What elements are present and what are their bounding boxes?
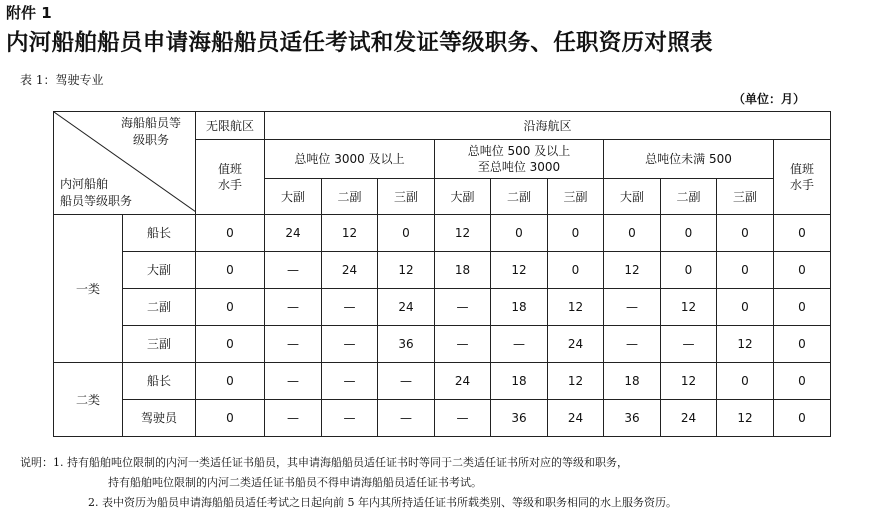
duty-seaman-line-1: 值班 [217, 162, 242, 176]
tonnage-header-3000: 总吨位 3000 及以上 [265, 140, 435, 179]
value-cell: 0 [196, 363, 265, 400]
value-cell: — [322, 400, 378, 437]
rank-header-chief-mate: 大副 [265, 179, 322, 215]
value-cell: 12 [491, 252, 548, 289]
value-cell: 24 [322, 252, 378, 289]
value-cell: 36 [378, 326, 435, 363]
value-cell: — [265, 252, 322, 289]
rank-header-second-mate: 二副 [661, 179, 717, 215]
rank-header-chief-mate: 大副 [435, 179, 491, 215]
duty-seaman-line-2: 水手 [217, 178, 242, 192]
rank-header-chief-mate: 大副 [604, 179, 661, 215]
value-cell: 0 [774, 252, 831, 289]
value-cell: — [265, 400, 322, 437]
value-cell: — [378, 400, 435, 437]
value-cell: — [604, 326, 661, 363]
value-cell: 0 [196, 289, 265, 326]
value-cell: 12 [548, 289, 604, 326]
value-cell: — [491, 326, 548, 363]
value-cell: 0 [717, 215, 774, 252]
value-cell: 24 [548, 400, 604, 437]
value-cell: 24 [661, 400, 717, 437]
value-cell: 36 [491, 400, 548, 437]
value-cell: — [435, 326, 491, 363]
rank-header-second-mate: 二副 [491, 179, 548, 215]
tonnage-header-under-500: 总吨位未满 500 [604, 140, 774, 179]
value-cell: 12 [661, 289, 717, 326]
tonnage-header-500-3000: 总吨位 500 及以上 至总吨位 3000 [435, 140, 604, 179]
value-cell: 24 [378, 289, 435, 326]
table-subtitle: 表 1：驾驶专业 [20, 73, 104, 87]
value-cell: 12 [378, 252, 435, 289]
value-cell: 12 [435, 215, 491, 252]
annex-label: 附件 1 [6, 4, 52, 22]
value-cell: 12 [548, 363, 604, 400]
value-cell: — [265, 363, 322, 400]
position-label: 驾驶员 [123, 400, 196, 437]
duty-seaman-line-1: 值班 [789, 162, 814, 176]
value-cell: 18 [435, 252, 491, 289]
value-cell: — [322, 289, 378, 326]
value-cell: 24 [265, 215, 322, 252]
table-row [54, 363, 831, 400]
value-cell: 36 [604, 400, 661, 437]
value-cell: 0 [548, 215, 604, 252]
corner-header [54, 112, 196, 215]
duty-seaman-header-unlimited [196, 140, 265, 215]
duty-seaman-header-coastal [774, 140, 831, 215]
value-cell: 18 [604, 363, 661, 400]
value-cell: — [265, 289, 322, 326]
value-cell: 0 [661, 215, 717, 252]
coastal-area-header: 沿海航区 [265, 112, 831, 140]
value-cell: — [322, 363, 378, 400]
value-cell: — [322, 326, 378, 363]
value-cell: 0 [491, 215, 548, 252]
value-cell: 0 [717, 289, 774, 326]
value-cell: 0 [717, 363, 774, 400]
value-cell: 0 [774, 400, 831, 437]
rank-header-second-mate: 二副 [322, 179, 378, 215]
value-cell: 0 [548, 252, 604, 289]
document-title: 内河船舶船员申请海船船员适任考试和发证等级职务、任职资历对照表 [6, 30, 713, 56]
equivalence-table [53, 111, 831, 437]
corner-top-line-2: 级职务 [132, 133, 169, 147]
table-row [54, 252, 831, 289]
value-cell: 12 [717, 400, 774, 437]
corner-bottom-label [60, 176, 132, 210]
position-label: 船长 [123, 363, 196, 400]
value-cell: 24 [435, 363, 491, 400]
note-line-2: 持有船舶吨位限制的内河二类适任证书船员不得申请海船船员适任证书考试。 [108, 476, 482, 489]
position-label: 船长 [123, 215, 196, 252]
position-label: 二副 [123, 289, 196, 326]
value-cell: 0 [774, 215, 831, 252]
unit-label: （单位：月） [733, 92, 806, 106]
position-label: 大副 [123, 252, 196, 289]
value-cell: 12 [322, 215, 378, 252]
value-cell: 18 [491, 363, 548, 400]
value-cell: 0 [196, 215, 265, 252]
corner-top-label [121, 115, 181, 149]
corner-top-line-1: 海船船员等 [120, 116, 181, 130]
value-cell: 0 [378, 215, 435, 252]
table-row [54, 400, 831, 437]
value-cell: 0 [196, 326, 265, 363]
table-row [54, 289, 831, 326]
value-cell: 24 [548, 326, 604, 363]
value-cell: 0 [717, 252, 774, 289]
value-cell: 0 [604, 215, 661, 252]
value-cell: 0 [774, 326, 831, 363]
value-cell: — [378, 363, 435, 400]
rank-header-third-mate: 三副 [548, 179, 604, 215]
value-cell: 12 [717, 326, 774, 363]
value-cell: 18 [491, 289, 548, 326]
position-label: 三副 [123, 326, 196, 363]
group-label: 二类 [54, 363, 123, 437]
duty-seaman-line-2: 水手 [789, 178, 814, 192]
value-cell: — [435, 400, 491, 437]
value-cell: 12 [661, 363, 717, 400]
value-cell: 0 [774, 363, 831, 400]
rank-header-third-mate: 三副 [717, 179, 774, 215]
table-row [54, 215, 831, 252]
value-cell: 0 [196, 252, 265, 289]
value-cell: — [265, 326, 322, 363]
value-cell: 12 [604, 252, 661, 289]
corner-bottom-line-1: 内河船舶 [60, 177, 109, 191]
value-cell: — [435, 289, 491, 326]
table-row [54, 326, 831, 363]
note-line-1: 说明：1. 持有船舶吨位限制的内河一类适任证书船员，其申请海船船员适任证书时等同于二类适任证书所对应的等级和职务， [20, 456, 628, 469]
value-cell: 0 [661, 252, 717, 289]
group-label: 一类 [54, 215, 123, 363]
value-cell: — [661, 326, 717, 363]
value-cell: 0 [196, 400, 265, 437]
value-cell: 0 [774, 289, 831, 326]
value-cell: — [604, 289, 661, 326]
unlimited-area-header: 无限航区 [196, 112, 265, 140]
corner-bottom-line-2: 船员等级职务 [60, 194, 133, 208]
note-line-3: 2. 表中资历为船员申请海船船员适任考试之日起向前 5 年内其所持适任证书所载类别、等级和职务相同的水上服务资历。 [88, 496, 677, 509]
rank-header-third-mate: 三副 [378, 179, 435, 215]
notes [20, 453, 677, 513]
